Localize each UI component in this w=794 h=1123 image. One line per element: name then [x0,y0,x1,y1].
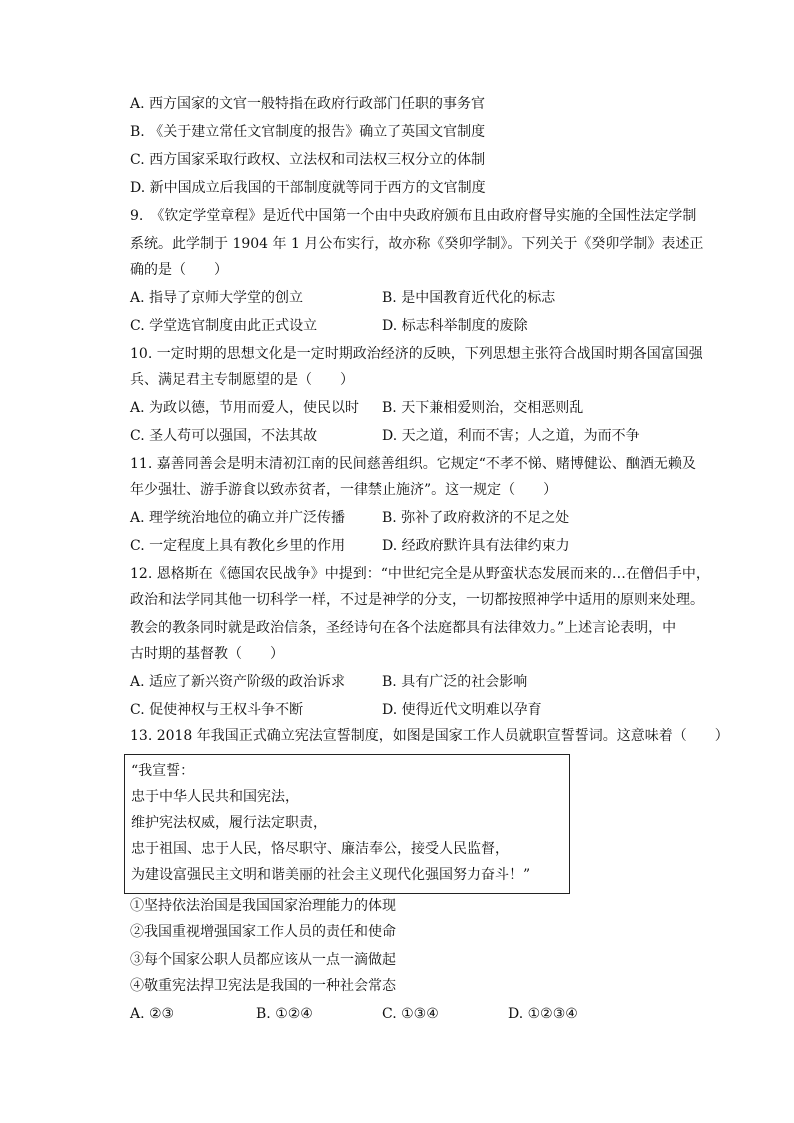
q9-option-a: A. 指导了京师大学堂的创立 [130,290,304,306]
q12-stem-line4: 古时期的基督教（ ） [130,646,284,662]
q8-option-b: B. 《关于建立常任文官制度的报告》确立了英国文官制度 [130,124,486,140]
q10-option-c: C. 圣人苟可以强国，不法其故 [130,428,318,444]
q13-option-b: B. ①②④ [256,1006,313,1022]
q10-option-a: A. 为政以德，节用而爱人，使民以时 [130,400,360,416]
oath-line-2: 忠于中华人民共和国宪法， [131,789,299,805]
q11-option-c: C. 一定程度上具有教化乡里的作用 [130,538,346,554]
q13-stem-line1: 13. 2018 年我国正式确立宪法宣誓制度，如图是国家工作人员就职宣誓誓词。这意味着（ ） [130,728,729,744]
q11-option-d: D. 经政府默许具有法律约束力 [382,538,570,554]
oath-text-box [124,754,570,894]
q10-option-b: B. 天下兼相爱则治，交相恶则乱 [382,400,584,416]
q9-stem-line2: 系统。此学制于 1904 年 1 月公布实行，故亦称《癸卯学制》。下列关于《癸卯学制》表述正 [130,236,704,252]
q11-stem-line2: 年少强壮、游手游食以致赤贫者，一律禁止施济”。这一规定（ ） [130,482,558,498]
oath-line-4: 忠于祖国、忠于人民，恪尽职守、廉洁奉公，接受人民监督， [131,841,509,857]
q9-option-b: B. 是中国教育近代化的标志 [382,290,556,306]
q12-stem-line3: 教会的教条同时就是政治信条，圣经诗句在各个法庭都具有法律效力。”上述言论表明，中 [130,620,677,636]
q12-option-a: A. 适应了新兴资产阶级的政治诉求 [130,674,346,690]
q12-option-d: D. 使得近代文明难以孕育 [382,702,542,718]
q13-statement-4: ④敬重宪法捍卫宪法是我国的一种社会常态 [130,978,396,994]
q13-option-d: D. ①②③④ [508,1006,578,1022]
q9-stem-line3: 确的是（ ） [130,262,228,278]
q12-option-c: C. 促使神权与王权斗争不断 [130,702,304,718]
oath-line-3: 维护宪法权威，履行法定职责， [131,815,327,831]
oath-line-5: 为建设富强民主文明和谐美丽的社会主义现代化强国努力奋斗！” [131,867,531,883]
q8-option-c: C. 西方国家采取行政权、立法权和司法权三权分立的体制 [130,152,486,168]
oath-line-1: “我宣誓： [131,763,195,779]
q10-stem-line2: 兵、满足君主专制愿望的是（ ） [130,372,354,388]
q13-statement-2: ②我国重视增强国家工作人员的责任和使命 [130,924,396,940]
q12-option-b: B. 具有广泛的社会影响 [382,674,528,690]
q11-stem-line1: 11. 嘉善同善会是明末清初江南的民间慈善组织。它规定“不孝不悌、赌博健讼、酗酒无赖及 [130,456,696,472]
q8-option-d: D. 新中国成立后我国的干部制度就等同于西方的文官制度 [130,180,486,196]
q12-stem-line2: 政治和法学同其他一切科学一样，不过是神学的分支，一切都按照神学中适用的原则来处理。 [130,592,704,608]
q12-stem-line1: 12. 恩格斯在《德国农民战争》中提到：“中世纪完全是从野蛮状态发展而来的…在僧侣手中， [130,566,710,582]
q10-option-d: D. 天之道，利而不害；人之道，为而不争 [382,428,640,444]
q9-option-d: D. 标志科举制度的废除 [382,318,528,334]
q8-option-a: A. 西方国家的文官一般特指在政府行政部门任职的事务官 [130,96,486,112]
q10-stem-line1: 10. 一定时期的思想文化是一定时期政治经济的反映，下列思想主张符合战国时期各国富国强 [130,346,703,362]
q13-option-a: A. ②③ [130,1006,175,1022]
q9-option-c: C. 学堂选官制度由此正式设立 [130,318,318,334]
q13-option-c: C. ①③④ [382,1006,439,1022]
q13-statement-3: ③每个国家公职人员都应该从一点一滴做起 [130,952,396,968]
q11-option-a: A. 理学统治地位的确立并广泛传播 [130,510,346,526]
q11-option-b: B. 弥补了政府救济的不足之处 [382,510,570,526]
q13-statement-1: ①坚持依法治国是我国国家治理能力的体现 [130,898,396,914]
q9-stem-line1: 9. 《钦定学堂章程》是近代中国第一个由中央政府颁布且由政府督导实施的全国性法定学制 [130,208,697,224]
